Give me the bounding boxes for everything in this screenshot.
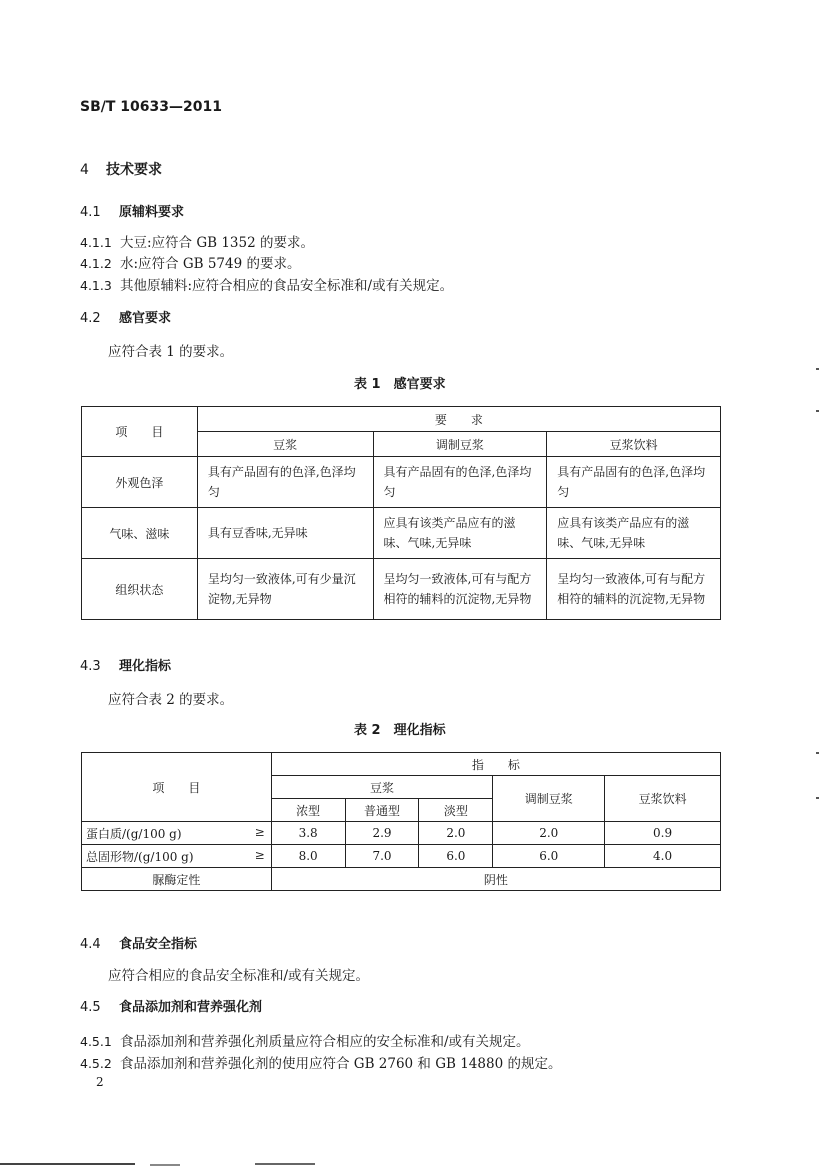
table-row-header: 组织状态: [82, 559, 198, 620]
table-head-item: 项 目: [82, 753, 272, 822]
clause-text: 水:应符合 GB 5749 的要求。: [120, 256, 301, 272]
table-cell: 2.9: [345, 822, 419, 845]
section-4-4-heading: [80, 933, 197, 952]
table-sub-header: 淡型: [419, 799, 493, 822]
table-cell: 7.0: [345, 845, 419, 868]
clause-number: 4.1.3: [80, 278, 112, 293]
table-row-header: [82, 822, 272, 845]
section-number: 4.1: [80, 205, 101, 220]
table-cell: 4.0: [605, 845, 721, 868]
table-sub-header: 浓型: [271, 799, 345, 822]
table-sub-header: 普通型: [345, 799, 419, 822]
section-title: 技术要求: [106, 162, 162, 178]
table-cell: 6.0: [493, 845, 605, 868]
table-cell: 2.0: [493, 822, 605, 845]
table-cell: 应具有该类产品应有的滋味、气味,无异味: [373, 508, 547, 559]
clause-4-1-3: [80, 274, 453, 294]
scan-speck: [816, 752, 819, 754]
section-4-3-heading: [80, 655, 171, 674]
row-label: 总固形物/(g/100 g): [86, 849, 194, 864]
table-2-caption: 表 2 理化指标: [354, 723, 446, 738]
table-col-header: 豆浆: [197, 432, 373, 457]
table-cell: 具有产品固有的色泽,色泽均匀: [547, 457, 721, 508]
table-row-header: 气味、滋味: [82, 508, 198, 559]
comparison-operator: ≥: [254, 847, 265, 862]
section-number: 4: [80, 162, 89, 178]
table-cell: 具有产品固有的色泽,色泽均匀: [197, 457, 373, 508]
table-col-header: 调制豆浆: [493, 776, 605, 822]
scan-speck: [816, 797, 819, 799]
table-col-header: 豆浆饮料: [547, 432, 721, 457]
table-cell: 应具有该类产品应有的滋味、气味,无异味: [547, 508, 721, 559]
row-label: 蛋白质/(g/100 g): [86, 826, 182, 841]
page-number: 2: [96, 1075, 104, 1089]
comparison-operator: ≥: [254, 824, 265, 839]
table-cell: 6.0: [419, 845, 493, 868]
table-col-header: 豆浆饮料: [605, 776, 721, 822]
section-number: 4.2: [80, 311, 101, 326]
section-4-3-text: 应符合表 2 的要求。: [108, 692, 234, 708]
section-title: 原辅料要求: [119, 205, 185, 220]
table-col-header: 调制豆浆: [373, 432, 547, 457]
table-row-header: 脲酶定性: [82, 868, 272, 891]
section-4-1-heading: [80, 201, 184, 220]
table-cell: 呈均匀一致液体,可有少量沉淀物,无异物: [197, 559, 373, 620]
clause-number: 4.5.2: [80, 1056, 112, 1071]
clause-4-5-1: [80, 1030, 530, 1050]
table-head-index: 指 标: [271, 753, 720, 776]
table-row-header: 外观色泽: [82, 457, 198, 508]
table-cell: 0.9: [605, 822, 721, 845]
table-cell: 呈均匀一致液体,可有与配方相符的辅料的沉淀物,无异物: [547, 559, 721, 620]
clause-number: 4.1.1: [80, 235, 112, 250]
clause-4-1-2: [80, 252, 300, 272]
scan-speck: [816, 410, 819, 412]
document-header: SB/T 10633—2011: [80, 99, 222, 115]
table-head-doujiang: 豆浆: [271, 776, 493, 799]
section-number: 4.3: [80, 659, 101, 674]
section-title: 理化指标: [119, 659, 172, 674]
section-4-2-heading: [80, 307, 171, 326]
clause-number: 4.1.2: [80, 256, 112, 271]
clause-number: 4.5.1: [80, 1034, 112, 1049]
table-row-header: [82, 845, 272, 868]
scan-edge-line: [150, 1164, 180, 1166]
section-4-2-text: 应符合表 1 的要求。: [108, 344, 234, 360]
table-head-item: 项 目: [82, 407, 198, 457]
section-number: 4.4: [80, 937, 101, 952]
clause-text: 食品添加剂和营养强化剂的使用应符合 GB 2760 和 GB 14880 的规定。: [120, 1056, 562, 1072]
clause-4-1-1: [80, 231, 314, 251]
table-cell: 2.0: [419, 822, 493, 845]
section-4-4-text: 应符合相应的食品安全标准和/或有关规定。: [108, 968, 370, 984]
table-cell: 阴性: [271, 868, 720, 891]
table-2-physicochemical: [81, 752, 721, 891]
clause-4-5-2: [80, 1052, 561, 1072]
table-1-sensory: [81, 406, 721, 620]
clause-text: 食品添加剂和营养强化剂质量应符合相应的安全标准和/或有关规定。: [120, 1034, 530, 1050]
table-head-requirement: 要 求: [197, 407, 720, 432]
table-cell: 3.8: [271, 822, 345, 845]
table-1-caption: 表 1 感官要求: [354, 377, 446, 392]
scan-edge-line: [0, 1163, 135, 1165]
clause-text: 大豆:应符合 GB 1352 的要求。: [120, 235, 314, 251]
table-cell: 具有产品固有的色泽,色泽均匀: [373, 457, 547, 508]
section-title: 感官要求: [119, 311, 172, 326]
section-title: 食品安全指标: [119, 937, 198, 952]
section-number: 4.5: [80, 1000, 101, 1015]
scan-speck: [816, 368, 819, 370]
section-4-heading: [80, 159, 162, 179]
section-4-5-heading: [80, 996, 262, 1015]
table-cell: 8.0: [271, 845, 345, 868]
table-cell: 具有豆香味,无异味: [197, 508, 373, 559]
table-cell: 呈均匀一致液体,可有与配方相符的辅料的沉淀物,无异物: [373, 559, 547, 620]
scan-edge-line: [255, 1163, 315, 1165]
clause-text: 其他原辅料:应符合相应的食品安全标准和/或有关规定。: [120, 278, 454, 294]
section-title: 食品添加剂和营养强化剂: [119, 1000, 263, 1015]
